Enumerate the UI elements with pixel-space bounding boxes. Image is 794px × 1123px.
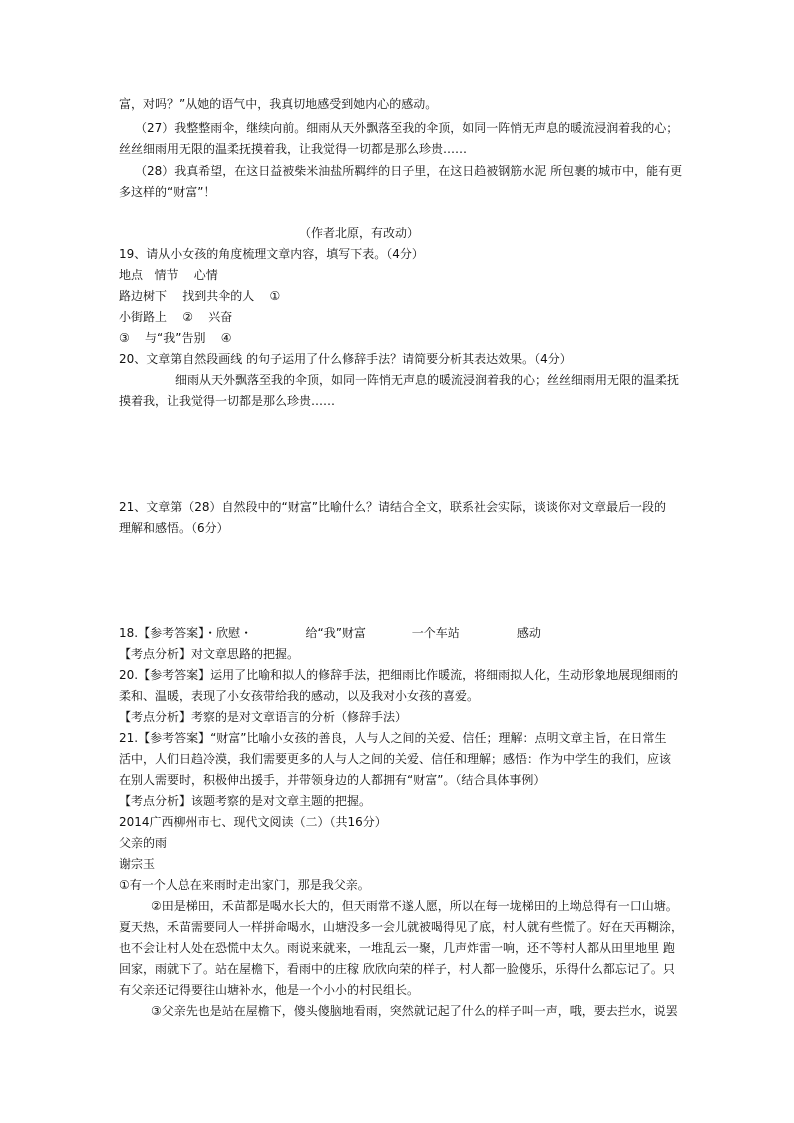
paragraph-28-line2: 多这样的“财富”！ xyxy=(119,185,216,199)
question-21-line2: 理解和感悟。（6分） xyxy=(119,521,229,535)
table-header: 地点 情节 心情 xyxy=(119,268,218,282)
question-19: 19、请从小女孩的角度梳理文章内容，填写下表。（4分） xyxy=(119,247,424,261)
article-paragraph-3-line1: ③父亲先也是站在屋檐下，傻头傻脑地看雨，突然就记起了什么的样子叫一声，哦，要去拦水，说罢 xyxy=(151,1004,678,1018)
paragraph-27-line2: 丝丝细雨用无限的温柔抚摸着我，让我觉得一切都是那么珍贵…… xyxy=(119,142,468,156)
article-paragraph-2-line3: 也不会让村人处在恐慌中太久。雨说来就来，一堆乱云一聚，几声炸雷一响，还不等村人都从田里地里 跑 xyxy=(119,941,675,955)
article-paragraph-2-line2: 夏天热，禾苗需要同人一样拼命喝水，山塘没多一会儿就被喝得见了底，村人就有些慌了。好在天再糊涂， xyxy=(119,920,684,934)
answer-18-analysis: 【考点分析】对文章思路的把握。 xyxy=(119,647,300,661)
section-heading: 2014广西柳州市七、现代文阅读（二）（共16分） xyxy=(119,815,387,829)
paragraph-27-line1: （27）我整整雨伞，继续向前。细雨从天外飘落至我的伞顶，如同一阵悄无声息的暖流浸润着我的心； xyxy=(135,121,679,135)
question-20-quote-line2: 摸着我，让我觉得一切都是那么珍贵…… xyxy=(119,394,336,408)
question-21-line1: 21、文章第（28）自然段中的“财富”比喻什么？请结合全文，联系社会实际，谈谈你对文章最后一段的 xyxy=(119,500,666,514)
table-row: 小街路上 ② 兴奋 xyxy=(119,310,233,324)
article-paragraph-2-line5: 有父亲还记得要往山塘补水，他是一个小小的村民组长。 xyxy=(119,983,420,997)
article-paragraph-2-line1: ②田是梯田，禾苗都是喝水长大的，但天雨常不遂人愿，所以在每一垅梯田的上坳总得有一口山塘。 xyxy=(151,899,678,913)
table-row: ③ 与“我”告别 ④ xyxy=(119,331,232,345)
article-paragraph-2-line4: 回家，雨就下了。站在屋檐下，看雨中的庄稼 欣欣向荣的样子，村人都一脸傻乐，乐得什么都忘记了。只 xyxy=(119,962,675,976)
source-note: （作者北原，有改动） xyxy=(299,226,420,240)
answer-21-line3: 在别人需要时，积极伸出援手，并带领身边的人都拥有“财富”。（结合具体事例） xyxy=(119,773,546,787)
answer-20-line2: 柔和、温暖，表现了小女孩带给我的感动，以及我对小女孩的喜爱。 xyxy=(119,689,480,703)
answer-18: 18.【参考答案】・欣慰・ 给“我”财富 一个车站 感动 xyxy=(119,626,541,640)
answer-21-analysis: 【考点分析】该题考察的是对文章主题的把握。 xyxy=(119,794,372,808)
answer-21-line1: 21.【参考答案】“财富”比喻小女孩的善良，人与人之间的关爱、信任；理解：点明文章主旨，在日常生 xyxy=(119,731,667,745)
article-author: 谢宗玉 xyxy=(119,857,156,871)
question-20: 20、文章第自然段画线 的句子运用了什么修辞手法？请简要分析其表达效果。（4分） xyxy=(119,352,572,366)
table-row: 路边树下 找到共伞的人 ① xyxy=(119,289,281,303)
answer-20-analysis: 【考点分析】考察的是对文章语言的分析（修辞手法） xyxy=(119,710,408,724)
answer-20-line1: 20.【参考答案】运用了比喻和拟人的修辞手法，把细雨比作暖流，将细雨拟人化，生动形象地展现细雨的 xyxy=(119,668,679,682)
article-paragraph-1: ①有一个人总在来雨时走出家门，那是我父亲。 xyxy=(119,878,370,892)
article-title: 父亲的雨 xyxy=(119,836,168,850)
question-20-quote-line1: 细雨从天外飘落至我的伞顶，如同一阵悄无声息的暖流浸润着我的心；丝丝细雨用无限的温柔抚 xyxy=(175,373,680,387)
answer-21-line2: 活中，人们日趋冷漠，我们需要更多的人与人之间的关爱、信任和理解；感悟：作为中学生的我们，应该 xyxy=(119,752,672,766)
paragraph-28-line1: （28）我真希望，在这日益被柴米油盐所羁绊的日子里，在这日趋被钢筋水泥 所包裹的城市中，能有更 xyxy=(135,164,683,178)
passage-line: 富，对吗？”从她的语气中，我真切地感受到她内心的感动。 xyxy=(119,97,438,111)
